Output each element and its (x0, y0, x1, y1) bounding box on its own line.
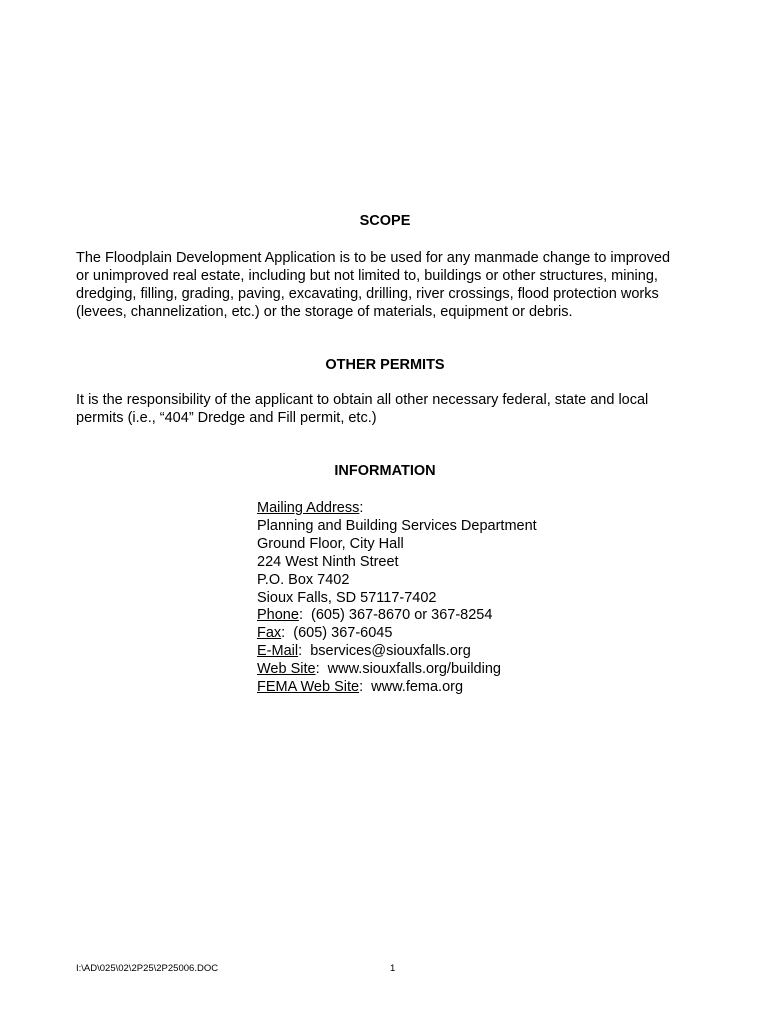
scope-paragraph (76, 249, 716, 321)
other-permits-heading: OTHER PERMITS (325, 357, 445, 373)
fax-row: Fax: (605) 367-6045 (257, 625, 393, 642)
email-value: bservices@siouxfalls.org (310, 643, 471, 660)
contact-information (257, 500, 537, 697)
other-permits-line: It is the responsibility of the applicant to obtain all other necessary federal, state and local (76, 392, 649, 408)
scope-line: The Floodplain Development Application is to be used for any manmade change to improved (76, 250, 671, 266)
mailing-address-row: Mailing Address: (257, 500, 364, 516)
fema-website-value: www.fema.org (371, 679, 464, 696)
address-line: Ground Floor, City Hall (257, 535, 404, 552)
phone-value: (605) 367-8670 or 367-8254 (311, 607, 493, 624)
scope-heading: SCOPE (359, 213, 411, 229)
email-row: E-Mail: bservices@siouxfalls.org (257, 643, 471, 660)
phone-label: Phone (257, 607, 299, 624)
footer-file-path: I:\AD\025\02\2P25\2P25006.DOC (76, 963, 219, 974)
mailing-address-label: Mailing Address (257, 500, 360, 516)
fax-label: Fax (257, 625, 282, 642)
other-permits-line: permits (i.e., “404” Dredge and Fill permit, etc.) (76, 410, 377, 426)
fax-value: (605) 367-6045 (293, 625, 393, 642)
footer-page-number: 1 (390, 963, 396, 974)
website-row: Web Site: www.siouxfalls.org/building (257, 661, 501, 678)
other-permits-paragraph (76, 391, 716, 427)
address-line: Sioux Falls, SD 57117-7402 (257, 589, 437, 606)
website-value: www.siouxfalls.org/building (327, 661, 501, 678)
email-label: E-Mail (257, 643, 299, 660)
address-line: P.O. Box 7402 (257, 571, 350, 588)
website-label: Web Site (257, 661, 316, 678)
scope-line: or unimproved real estate, including but not limited to, buildings or other structures, mining, (76, 268, 658, 284)
fema-website-label: FEMA Web Site (257, 679, 360, 696)
scope-line: (levees, channelization, etc.) or the storage of materials, equipment or debris. (76, 304, 573, 320)
scope-line: dredging, filling, grading, paving, excavating, drilling, river crossings, flood protection works (76, 286, 659, 302)
fema-website-row: FEMA Web Site: www.fema.org (257, 679, 464, 696)
phone-row: Phone: (605) 367-8670 or 367-8254 (257, 607, 493, 624)
information-heading: INFORMATION (334, 463, 436, 479)
address-line: 224 West Ninth Street (257, 553, 399, 570)
address-line: Planning and Building Services Department (257, 517, 537, 534)
